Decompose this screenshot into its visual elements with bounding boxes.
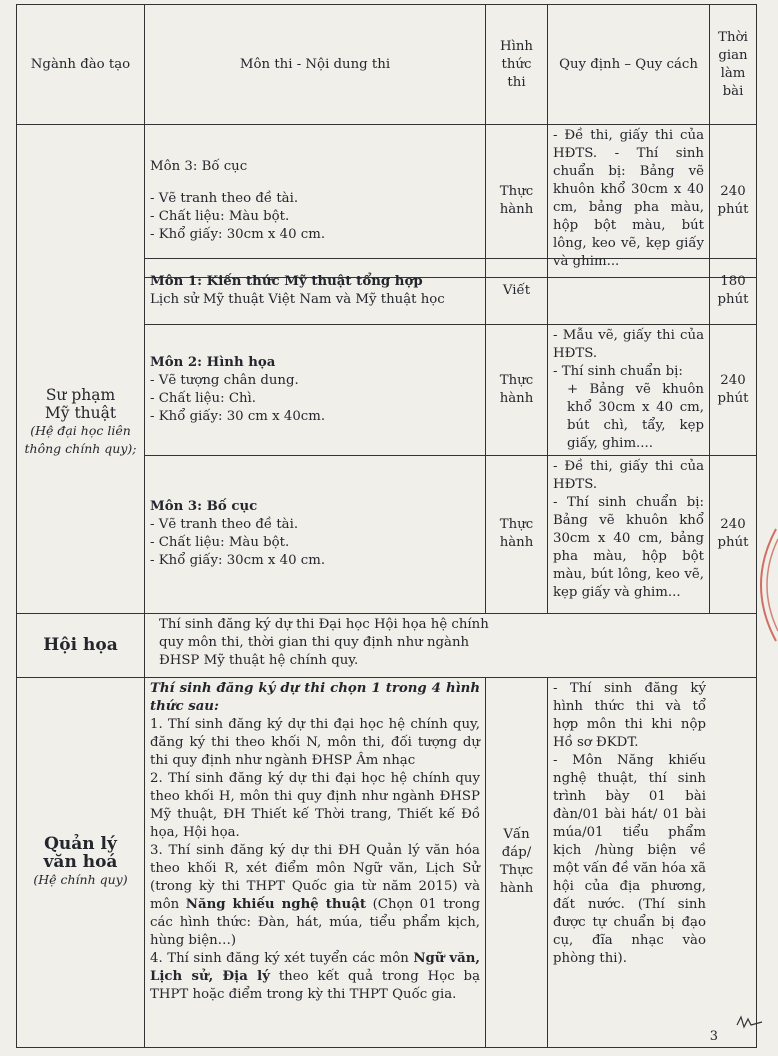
- mon-line: - Chất liệu: Màu bột.: [150, 208, 290, 224]
- cell-hinhthuc: Thực hành: [486, 125, 548, 278]
- header-nganh: Ngành đào tạo: [17, 5, 145, 125]
- red-stamp-icon: [738, 525, 778, 645]
- cell-thoigian: 240 phút: [710, 324, 757, 455]
- mon-line: - Khổ giấy: 30cm x 40 cm.: [150, 226, 326, 242]
- cell-thoigian: 180 phút: [710, 258, 757, 324]
- qlvh-sub: (Hệ chính quy): [33, 872, 128, 887]
- qlvh-p3: 3. Thí sinh đăng ký dự thi ĐH Quản lý văn hóa theo khối R, xét điểm môn Ngữ văn, Lịch Sử (trong kỳ thi THPT Quốc gia từ năm 2015) và môn Năng khiếu nghệ thuật (Chọn 01 trong các hình thức: Đàn, hát, múa, tiểu phẩm kịch, hùng biện…): [150, 842, 480, 948]
- quydinh-line: - Mẫu vẽ, giấy thi của HĐTS.: [553, 327, 704, 361]
- cell-thoigian: 240 phút: [710, 455, 757, 613]
- quydinh-line: - Thí sinh chuẩn bị: Bảng vẽ khuôn khổ 30cm x 40 cm, bảng pha màu, hộp bột màu, bút lông, keo vẽ, kẹp giấy và ghim...: [553, 494, 704, 600]
- quydinh-line: - Thí sinh đăng ký hình thức thi và tổ hợp môn thi khi nộp Hồ sơ ĐKDT.: [553, 680, 706, 750]
- qlvh-p1: 1. Thí sinh đăng ký dự thi đại học hệ chính quy, đăng ký thi theo khối N, môn thi, đối tượng dự thi quy định như ngành ĐHSP Âm nhạc: [150, 716, 480, 768]
- cell-quydinh: - Đề thi, giấy thi của HĐTS. - Thí sinh chuẩn bị: Bảng vẽ khuôn khổ 30cm x 40 cm, bảng pha màu, hộp bột màu, bút lông, keo vẽ, kẹp giấy và ghim...: [548, 125, 710, 278]
- mon-title: Môn 3: Bố cục: [150, 499, 258, 514]
- mon-line: - Khổ giấy: 30 cm x 40cm.: [150, 408, 326, 424]
- cell-qlvh-content: [145, 677, 486, 1047]
- supham-sub: (Hệ đại học liên thông chính quy);: [24, 423, 137, 456]
- cell-mon: [145, 258, 486, 324]
- qlvh-p4: 4. Thí sinh đăng ký xét tuyển các môn Ngữ văn, Lịch sử, Địa lý theo kết quả trong Học bạ THPT hoặc điểm trong kỳ thi THPT Quốc gia.: [150, 950, 481, 1002]
- cell-mon: [145, 324, 486, 455]
- cell-hinhthuc: Thực hành: [486, 455, 548, 613]
- cell-quydinh: [548, 258, 710, 324]
- supham-name1: Sư phạm: [45, 386, 116, 404]
- signature-icon: [735, 1013, 765, 1031]
- cell-mon: [145, 455, 486, 613]
- cell-hinhthuc: Thực hành: [486, 324, 548, 455]
- qlvh-name2: văn hoá: [43, 852, 118, 872]
- qlvh-p2: 2. Thí sinh đăng ký dự thi đại học hệ chính quy theo khối H, môn thi quy định như ngành ĐHSP Mỹ thuật, ĐH Thiết kế Thời trang, Thiết kế Đồ họa, Hội họa.: [150, 770, 480, 840]
- cell-quydinh: [548, 324, 710, 455]
- cell-hinhthuc: Viết: [486, 258, 548, 324]
- quydinh-line: + Bảng vẽ khuôn khổ 30cm x 40 cm, bút chì, tẩy, kẹp giấy, ghim....: [567, 381, 704, 451]
- cell-thoigian: 240 phút: [710, 125, 757, 278]
- quydinh-line: - Thí sinh chuẩn bị:: [553, 363, 683, 379]
- mon-line: - Vẽ tượng chân dung.: [150, 372, 299, 388]
- supham-name2: Mỹ thuật: [44, 404, 117, 422]
- quydinh-line: - Đề thi, giấy thi của HĐTS.: [553, 458, 704, 492]
- cell-hoihoa: Hội họa: [17, 613, 145, 677]
- header-hinhthuc: Hình thức thi: [486, 5, 548, 125]
- cell-hinhthuc: Vấn đáp/ Thực hành: [486, 677, 548, 1047]
- mon-line: Lịch sử Mỹ thuật Việt Nam và Mỹ thuật học: [150, 292, 445, 307]
- mon-line: - Chất liệu: Màu bột.: [150, 535, 290, 550]
- header-thoigian: Thời gian làm bài: [710, 5, 757, 125]
- mon-line: - Vẽ tranh theo đề tài.: [150, 517, 299, 532]
- qlvh-name1: Quản lý: [44, 834, 117, 854]
- cell-supham: [17, 258, 145, 613]
- mon-line: - Chất liệu: Chì.: [150, 390, 257, 406]
- mon-title: Môn 3: Bố cục: [150, 158, 248, 174]
- exam-table-body: [16, 0, 757, 1048]
- page-number: 3: [709, 1029, 718, 1044]
- table-row: [17, 677, 757, 1047]
- table-row: [17, 613, 757, 677]
- header-mon: Môn thi - Nội dung thi: [145, 5, 486, 125]
- quydinh-line: - Môn Năng khiếu nghệ thuật, thí sinh trình bày 01 bài đàn/01 bài hát/ 01 bài múa/01 tiểu phẩm kịch /hùng biện về một vấn đề văn hóa xã hội của địa phương, đất nước. (Thí sinh được tự chuẩn bị đạo cụ, đĩa nhạc vào phòng thi).: [553, 752, 706, 966]
- table-row: [17, 258, 757, 324]
- cell-hoihoa-text: Thí sinh đăng ký dự thi Đại học Hội họa hệ chính quy môn thi, thời gian thi quy định như ngành ĐHSP Mỹ thuật hệ chính quy.: [145, 613, 757, 677]
- cell-quydinh: [548, 455, 710, 613]
- mon-line: - Khổ giấy: 30cm x 40 cm.: [150, 553, 326, 568]
- cell-qlvh: [17, 677, 145, 1047]
- mon-line: - Vẽ tranh theo đề tài.: [150, 190, 299, 206]
- mon-title: Môn 1: Kiến thức Mỹ thuật tổng hợp: [150, 274, 423, 289]
- cell-quydinh: [548, 677, 757, 1047]
- mon-title: Môn 2: Hình họa: [150, 354, 276, 370]
- qlvh-intro: Thí sinh đăng ký dự thi chọn 1 trong 4 hình thức sau:: [150, 680, 480, 714]
- header-quydinh: Quy định – Quy cách: [548, 5, 710, 125]
